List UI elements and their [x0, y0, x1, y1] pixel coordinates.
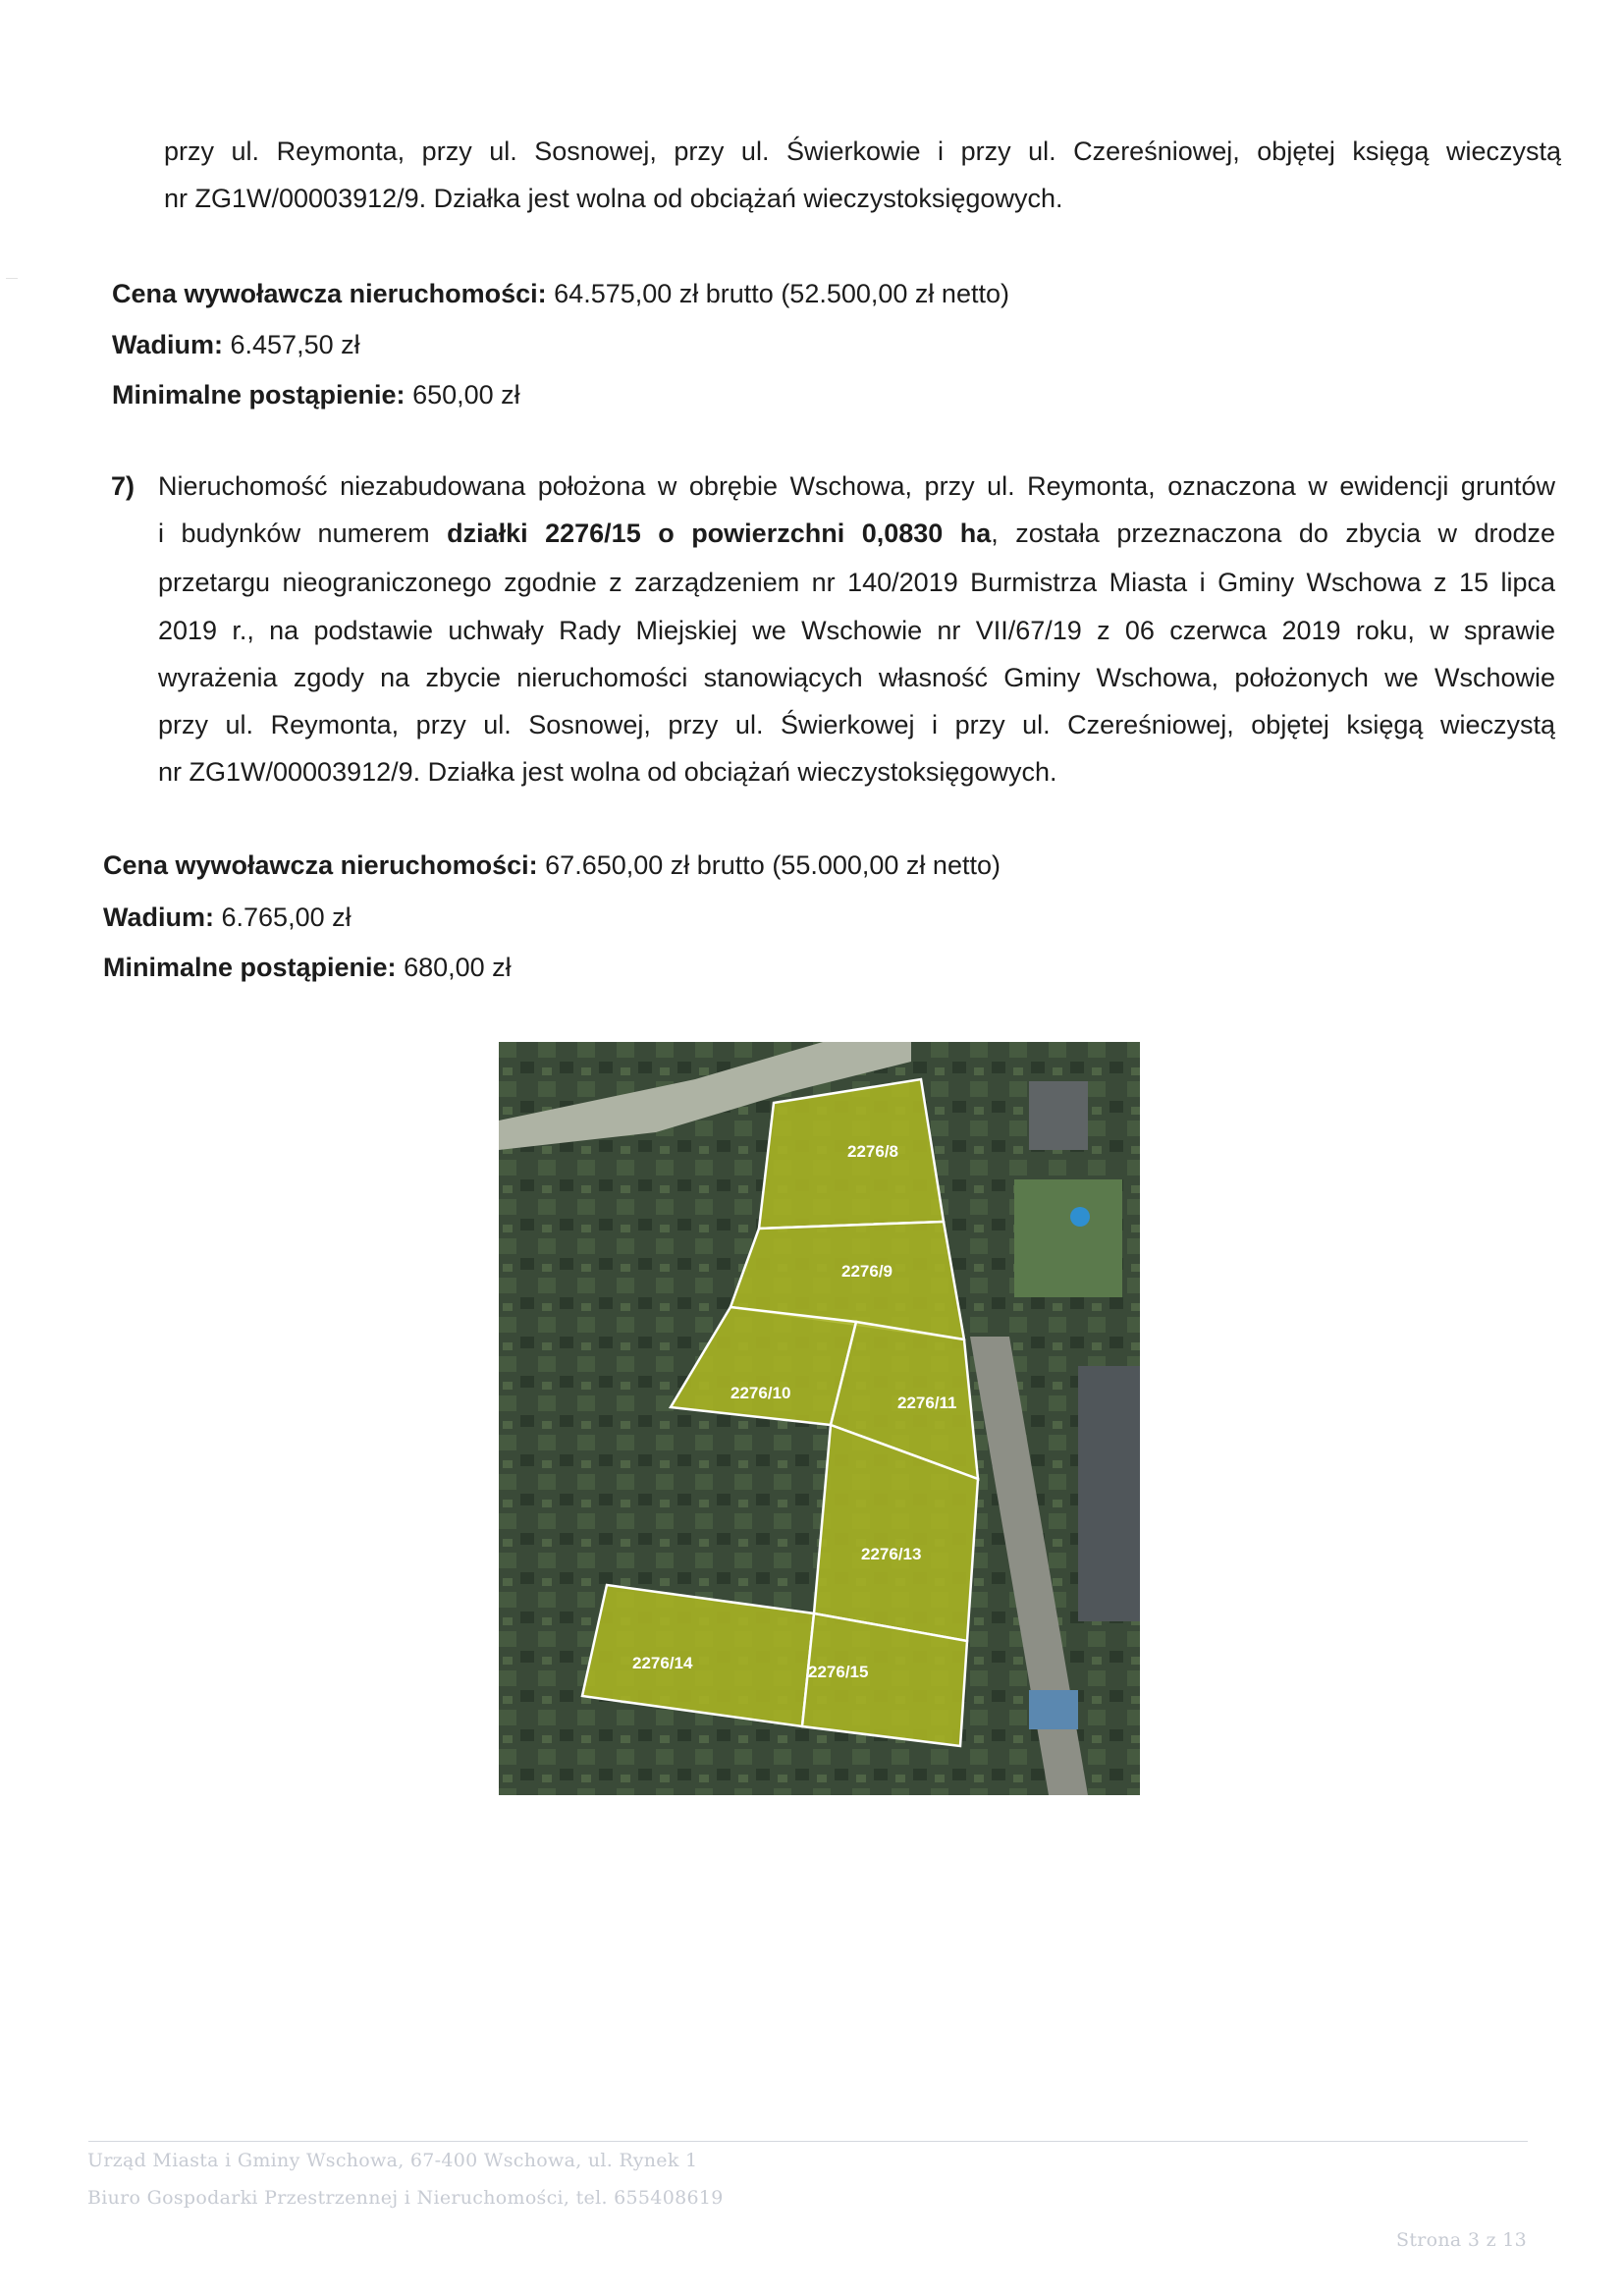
parcel-label: 2276/11 [897, 1394, 957, 1412]
parcel-label: 2276/14 [632, 1654, 693, 1672]
deposit-value: 6.457,50 zł [230, 330, 360, 359]
min-bid-line [103, 950, 512, 985]
parcel-label: 2276/15 [808, 1663, 869, 1681]
paragraph-line: 2019 r., na podstawie uchwały Rady Miejskiej we Wschowie nr VII/67/19 z 06 czerwca 2019 roku, w sprawie [158, 616, 1555, 645]
parcel-label: 2276/13 [861, 1545, 922, 1563]
min-bid-value: 680,00 zł [404, 953, 512, 982]
price-line [112, 276, 1009, 311]
min-bid-value: 650,00 zł [412, 380, 520, 410]
parcel-label: 2276/9 [841, 1262, 893, 1281]
price-value: 64.575,00 zł brutto (52.500,00 zł netto) [554, 279, 1009, 308]
scan-mark [6, 278, 18, 279]
text-segment: i budynków numerem [158, 519, 448, 548]
footer-address: Urząd Miasta i Gminy Wschowa, 67-400 Wschowa, ul. Rynek 1 [87, 2150, 698, 2171]
min-bid-label: Minimalne postąpienie: [112, 380, 406, 410]
deposit-value: 6.765,00 zł [221, 902, 352, 932]
deposit-line [103, 900, 352, 935]
page-number: Strona 3 z 13 [1396, 2229, 1528, 2251]
building [1078, 1366, 1140, 1621]
parcel-label: 2276/10 [730, 1384, 791, 1402]
paragraph-line: przetargu nieograniczonego zgodnie z zarządzeniem nr 140/2019 Burmistrza Miasta i Gminy Wschowa z 15 lipca [158, 568, 1555, 597]
min-bid-line [112, 377, 520, 412]
price-line [103, 847, 1001, 883]
deposit-label: Wadium: [112, 330, 223, 359]
paragraph-line [158, 516, 1555, 551]
pool [1070, 1207, 1090, 1227]
building [1029, 1690, 1078, 1729]
garden [1014, 1179, 1122, 1297]
footer-office: Biuro Gospodarki Przestrzennej i Nieruchomości, tel. 655408619 [87, 2187, 724, 2209]
paragraph-line: przy ul. Reymonta, przy ul. Sosnowej, przy ul. Świerkowej i przy ul. Czereśniowej, objętej księgą wieczystą [158, 710, 1555, 739]
text-segment: , została przeznaczona do zbycia w drodze [991, 519, 1556, 548]
parcel-label: 2276/8 [847, 1142, 898, 1161]
paragraph-line: Nieruchomość niezabudowana położona w obrębie Wschowa, przy ul. Reymonta, oznaczona w ewidencji gruntów [158, 471, 1555, 501]
parcel-highlight: działki 2276/15 o powierzchni 0,0830 ha [447, 519, 992, 548]
deposit-line [112, 327, 360, 362]
paragraph-line: nr ZG1W/00003912/9. Działka jest wolna od obciążań wieczystoksięgowych. [158, 757, 1057, 787]
price-label: Cena wywoławcza nieruchomości: [103, 850, 538, 880]
deposit-label: Wadium: [103, 902, 214, 932]
item-number: 7) [111, 471, 135, 501]
paragraph-line: przy ul. Reymonta, przy ul. Sosnowej, przy ul. Świerkowie i przy ul. Czereśniowej, objętej księgą wieczystą [164, 137, 1561, 166]
price-value: 67.650,00 zł brutto (55.000,00 zł netto) [545, 850, 1001, 880]
building [1029, 1081, 1088, 1150]
paragraph-line: nr ZG1W/00003912/9. Działka jest wolna od obciążań wieczystoksięgowych. [164, 184, 1063, 213]
parcel-map [499, 1042, 1140, 1795]
price-label: Cena wywoławcza nieruchomości: [112, 279, 547, 308]
min-bid-label: Minimalne postąpienie: [103, 953, 397, 982]
paragraph-line: wyrażenia zgody na zbycie nieruchomości stanowiących własność Gminy Wschowa, położonych we Wschowie [158, 663, 1555, 692]
footer-divider [88, 2141, 1528, 2142]
